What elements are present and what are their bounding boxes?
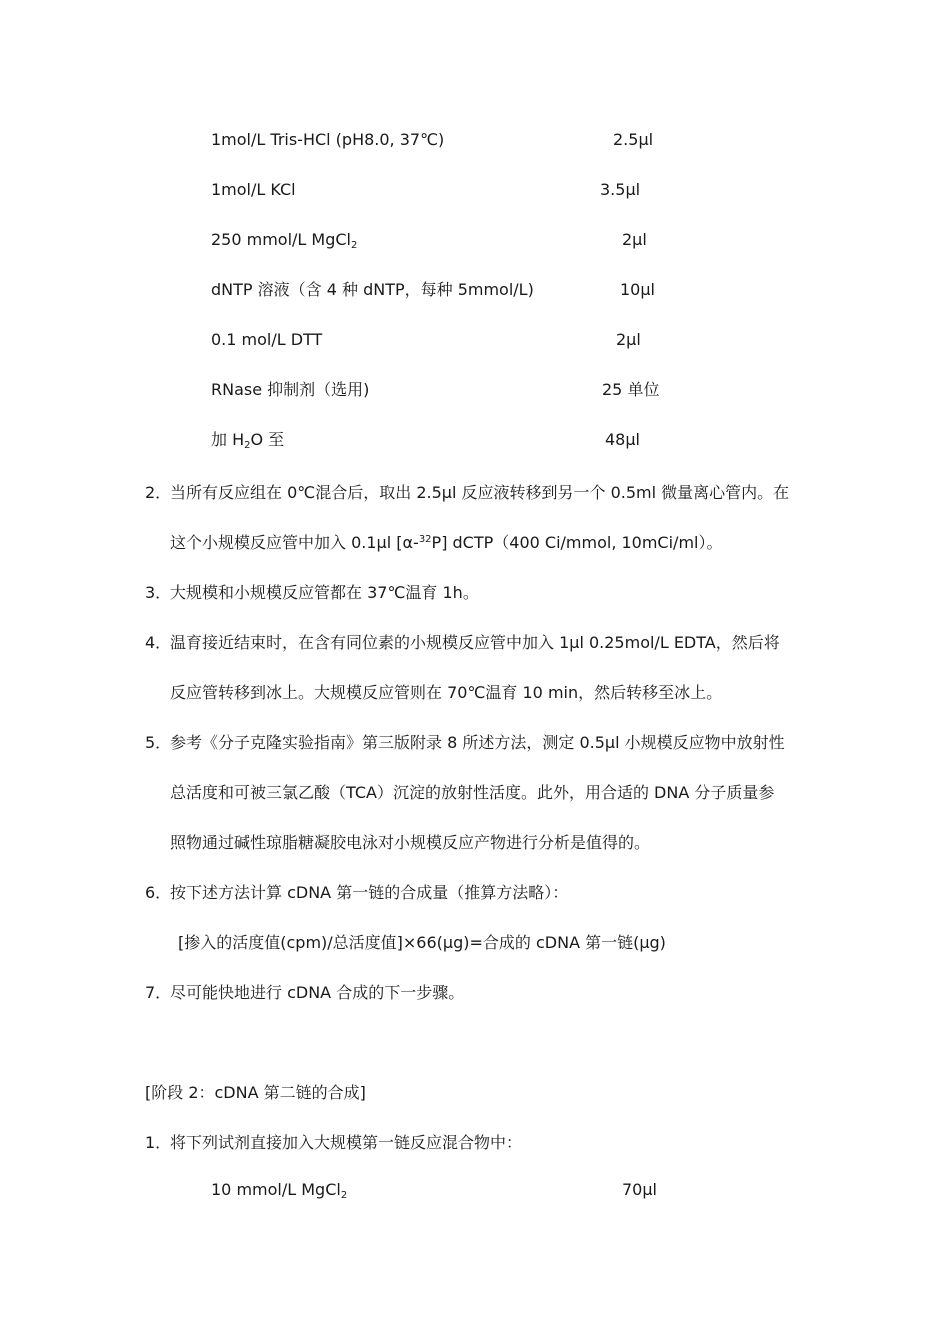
reagent-amount: 3.5μl [600, 180, 641, 199]
step-number: 6． [145, 883, 172, 902]
step-text: 总活度和可被三氯乙酸（TCA）沉淀的放射性活度。此外，用合适的 DNA 分子质量参 [170, 783, 775, 802]
step-text: 照物通过碱性琼脂糖凝胶电泳对小规模反应产物进行分析是值得的。 [170, 833, 651, 852]
reagent-name: RNase 抑制剂（选用) [211, 380, 370, 399]
step-text: 温育接近结束时，在含有同位素的小规模反应管中加入 1μl 0.25mol/L EDTA，然后将 [170, 633, 780, 652]
step-text: 当所有反应组在 0℃混合后，取出 2.5μl 反应液转移到另一个 0.5ml 微量离心管内。在 [170, 483, 790, 502]
step-number: 2． [145, 483, 172, 502]
reagent-amount: 2μl [616, 330, 641, 349]
reagent-name: 10 mmol/L MgCl$_2$ [211, 1180, 348, 1201]
reagent-amount: 2.5μl [613, 130, 654, 149]
step-text: 将下列试剂直接加入大规模第一链反应混合物中： [170, 1133, 523, 1152]
reagent-name: 1mol/L Tris-HCl (pH8.0, 37℃) [211, 130, 445, 149]
step-text: 反应管转移到冰上。大规模反应管则在 70℃温育 10 min，然后转移至冰上。 [170, 683, 723, 702]
reagent-amount: 70μl [622, 1180, 657, 1199]
step-number: 4． [145, 633, 172, 652]
step-text: 按下述方法计算 cDNA 第一链的合成量（推算方法略）： [170, 883, 569, 902]
reagent-amount: 25 单位 [602, 380, 660, 399]
step-number: 5． [145, 733, 172, 752]
reagent-name: 1mol/L KCl [211, 180, 296, 199]
step-number: 3． [145, 583, 172, 602]
reagent-name: 0.1 mol/L DTT [211, 330, 323, 349]
reagent-amount: 10μl [620, 280, 655, 299]
step-text: 这个小规模反应管中加入 0.1μl [α-$^{32}$P] dCTP（400 Ci/mmol, 10mCi/ml）。 [170, 533, 723, 552]
reagent-amount: 2μl [622, 230, 647, 249]
reagent-name: dNTP 溶液（含 4 种 dNTP，每种 5mmol/L) [211, 280, 534, 299]
step-number: 1． [145, 1133, 172, 1152]
formula: [掺入的活度值(cpm)/总活度值]×66(μg)=合成的 cDNA 第一链(μg) [178, 933, 666, 952]
step-text: 大规模和小规模反应管都在 37℃温育 1h。 [170, 583, 479, 602]
reagent-name: 250 mmol/L MgCl$_2$ [211, 230, 358, 251]
reagent-amount: 48μl [605, 430, 640, 449]
step-text: 尽可能快地进行 cDNA 合成的下一步骤。 [170, 983, 465, 1002]
step-text: 参考《分子克隆实验指南》第三版附录 8 所述方法，测定 0.5μl 小规模反应物中放射性 [170, 733, 785, 752]
section-title: [阶段 2：cDNA 第二链的合成] [145, 1083, 366, 1102]
step-number: 7． [145, 983, 172, 1002]
reagent-name: 加 $H_2O$ 至 [211, 430, 285, 451]
